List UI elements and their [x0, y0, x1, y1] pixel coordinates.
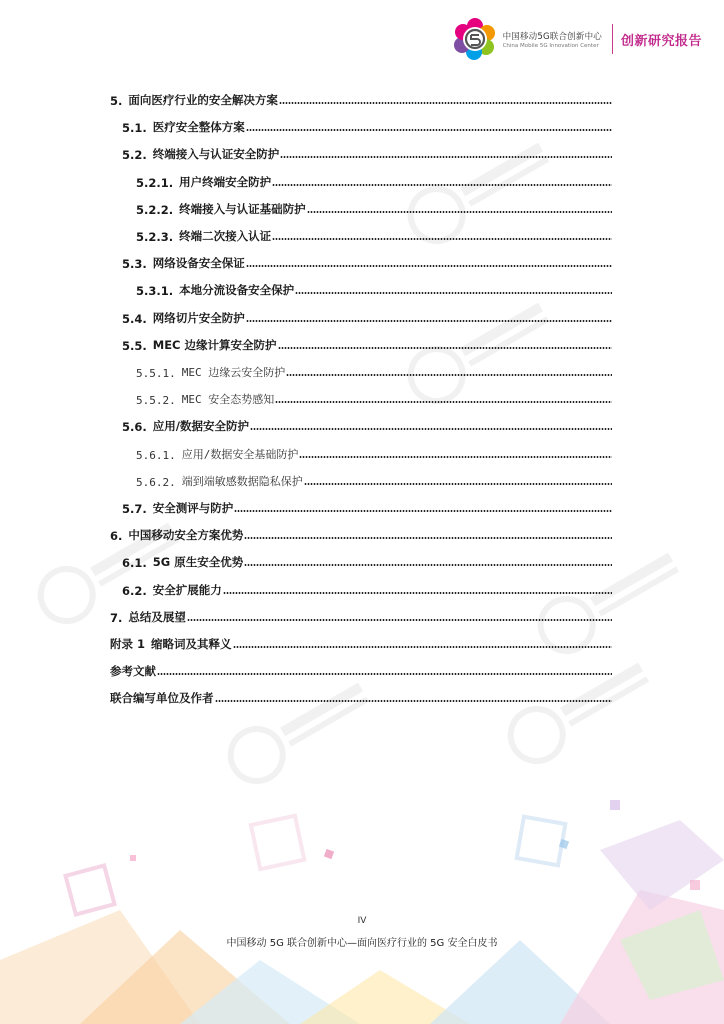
- toc-dot-leader: [187, 619, 612, 621]
- org-name-cn: 中国移动5G联合创新中心: [502, 31, 602, 42]
- toc-entry-title: 终端接入与认证安全防护: [152, 147, 280, 162]
- toc-entry-title: 缩略词及其释义: [151, 637, 232, 651]
- toc-entry-number: 5.5.: [122, 338, 147, 353]
- toc-dot-leader: [272, 238, 612, 240]
- toc-entry-number: 6.: [110, 529, 123, 544]
- toc-entry-number: 5.3.: [122, 257, 147, 272]
- org-name-en: China Mobile 5G Innovation Center: [502, 42, 599, 49]
- toc-entry-number: 5.2.3.: [136, 230, 174, 244]
- toc-dot-leader: [307, 211, 612, 213]
- toc-entry-number: 6.2.: [122, 583, 147, 598]
- toc-entry[interactable]: [110, 521, 612, 543]
- toc-dot-leader: [246, 320, 612, 322]
- cmcc-5g-logo: [453, 17, 497, 61]
- toc-entry-number: 5.5.2.: [136, 394, 176, 408]
- toc-entry-title: MEC 安全态势感知: [181, 393, 275, 407]
- toc-entry-title: 医疗安全整体方案: [152, 120, 245, 135]
- footer-title: 中国移动 5G 联合创新中心—面向医疗行业的 5G 安全白皮书: [226, 938, 498, 949]
- toc-entry[interactable]: [110, 195, 612, 217]
- toc-entry-number: 5.7.: [122, 502, 147, 516]
- toc-entry[interactable]: [110, 467, 612, 489]
- toc-entry-title: 面向医疗行业的安全解决方案: [128, 93, 278, 107]
- header-divider: [612, 24, 613, 54]
- report-title: 创新研究报告: [620, 33, 702, 49]
- toc-entry-number: 7.: [110, 610, 123, 625]
- toc-dot-leader: [295, 292, 612, 294]
- toc-entry[interactable]: [110, 440, 612, 462]
- toc-dot-leader: [279, 102, 612, 104]
- toc-entry[interactable]: [110, 222, 612, 244]
- page-header: [453, 14, 702, 64]
- toc-dot-leader: [215, 700, 613, 702]
- toc-entry-title: 终端二次接入认证: [179, 229, 272, 243]
- toc-dot-leader: [246, 129, 612, 131]
- toc-entry[interactable]: [110, 304, 612, 326]
- toc-entry[interactable]: [110, 630, 612, 652]
- toc-entry-title: 网络切片安全防护: [152, 310, 245, 325]
- toc-entry-number: 附录 1: [110, 637, 146, 651]
- toc-entry[interactable]: [110, 385, 612, 407]
- toc-entry-number: 5.6.2.: [136, 475, 176, 489]
- toc-entry[interactable]: [110, 657, 612, 679]
- toc-entry-number: 5.2.: [122, 148, 147, 163]
- toc-entry-number: 5.: [110, 94, 123, 108]
- toc-dot-leader: [244, 537, 612, 539]
- toc-dot-leader: [278, 347, 613, 349]
- toc-entry[interactable]: [110, 331, 612, 353]
- toc-entry-title: 应用/数据安全防护: [152, 419, 249, 434]
- toc-dot-leader: [250, 428, 612, 430]
- toc-entry[interactable]: [110, 412, 612, 434]
- toc-dot-leader: [304, 483, 612, 485]
- toc-entry-number: 5.1.: [122, 121, 147, 136]
- toc-entry-title: 端到端敏感数据隐私保护: [181, 474, 303, 488]
- toc-entry-title: 本地分流设备安全保护: [179, 283, 295, 298]
- toc-entry[interactable]: [110, 358, 612, 380]
- toc-entry[interactable]: [110, 576, 612, 598]
- toc-entry[interactable]: [110, 603, 612, 625]
- toc-entry-title: 应用/数据安全基础防护: [181, 447, 299, 461]
- toc-entry-number: 5.2.1.: [136, 175, 174, 190]
- toc-entry-title: 终端接入与认证基础防护: [179, 201, 306, 216]
- decorative-background: [0, 760, 724, 1024]
- toc-entry[interactable]: [110, 140, 612, 162]
- toc-entry[interactable]: [110, 86, 612, 108]
- toc-dot-leader: [233, 646, 612, 648]
- toc-entry-title: 中国移动安全方案优势: [128, 528, 244, 543]
- toc-dot-leader: [280, 156, 612, 158]
- toc-dot-leader: [299, 456, 612, 458]
- toc-entry-title: 用户终端安全防护: [179, 174, 272, 189]
- toc-dot-leader: [275, 401, 612, 403]
- toc-entry-number: 5.5.1.: [136, 367, 176, 380]
- toc-dot-leader: [244, 564, 612, 566]
- toc-dot-leader: [234, 510, 612, 512]
- toc-entry-title: 安全测评与防护: [152, 501, 234, 515]
- toc-entry[interactable]: [110, 494, 612, 516]
- toc-entry-number: 5.6.1.: [136, 448, 176, 462]
- toc-entry-title: MEC 边缘计算安全防护: [152, 337, 277, 352]
- toc-entry-title: 网络设备安全保证: [152, 256, 245, 271]
- toc-dot-leader: [286, 374, 612, 376]
- toc-entry-title: 参考文献: [110, 664, 156, 679]
- toc-entry[interactable]: [110, 276, 612, 298]
- toc-dot-leader: [246, 265, 612, 267]
- toc-entry[interactable]: [110, 168, 612, 190]
- toc-entry-title: 联合编写单位及作者: [110, 691, 214, 706]
- toc-entry[interactable]: [110, 684, 612, 706]
- toc-dot-leader: [223, 592, 612, 594]
- page-number: IV: [357, 916, 367, 926]
- toc-entry-number: 6.1.: [122, 556, 147, 571]
- toc-entry-number: 5.6.: [122, 420, 147, 435]
- toc-entry-number: 5.2.2.: [136, 202, 174, 217]
- toc-entry-number: 5.4.: [122, 311, 147, 326]
- toc-entry-title: 安全扩展能力: [152, 582, 222, 597]
- toc-entry-title: 5G 原生安全优势: [152, 555, 244, 570]
- toc-dot-leader: [272, 184, 612, 186]
- toc-entry-title: 总结及展望: [128, 609, 186, 624]
- toc-entry[interactable]: [110, 113, 612, 135]
- toc-entry-number: 5.3.1.: [136, 284, 174, 299]
- toc-entry[interactable]: [110, 249, 612, 271]
- toc-entry-title: MEC 边缘云安全防护: [181, 366, 286, 379]
- toc-dot-leader: [157, 673, 612, 675]
- toc-entry[interactable]: [110, 548, 612, 570]
